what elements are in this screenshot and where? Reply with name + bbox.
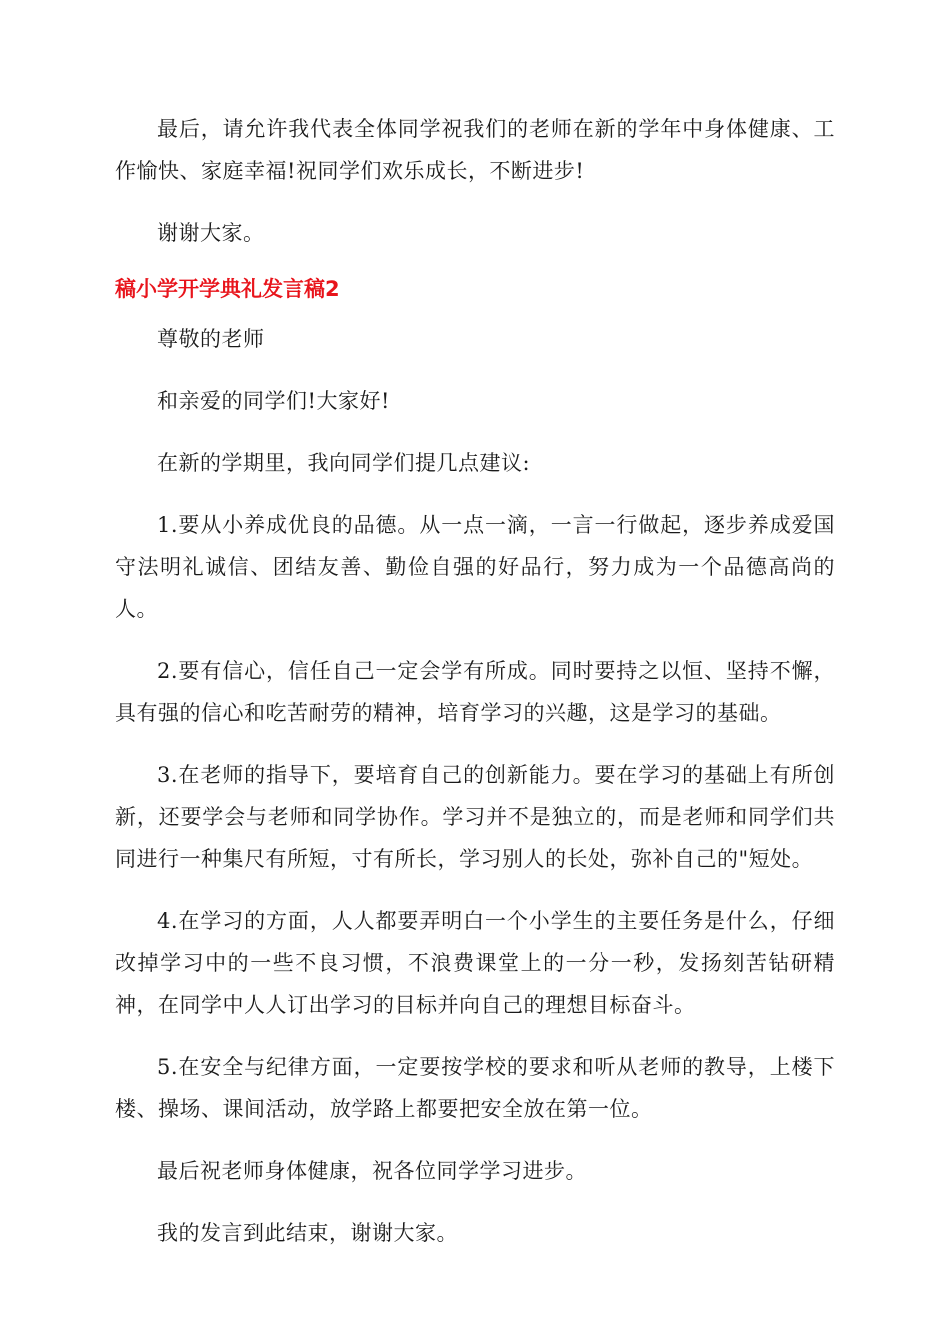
lead-in-paragraph: 在新的学期里，我向同学们提几点建议:	[157, 451, 531, 475]
salutation-teachers: 尊敬的老师	[157, 327, 265, 351]
document-body	[115, 108, 835, 1254]
closing-thanks: 我的发言到此结束，谢谢大家。	[157, 1221, 458, 1245]
section-title: 稿小学开学典礼发言稿2	[115, 277, 340, 301]
suggestion-5: 5.在安全与纪律方面，一定要按学校的要求和听从老师的教导，上楼下楼、操场、课间活动，放学路上都要把安全放在第一位。	[115, 1055, 835, 1121]
suggestion-1: 1.要从小养成优良的品德。从一点一滴，一言一行做起，逐步养成爱国守法明礼诚信、团结友善、勤俭自强的好品行，努力成为一个品德高尚的人。	[115, 513, 835, 621]
suggestion-2: 2.要有信心，信任自己一定会学有所成。同时要持之以恒、坚持不懈，具有强的信心和吃苦耐劳的精神，培育学习的兴趣，这是学习的基础。	[115, 659, 835, 725]
suggestion-3: 3.在老师的指导下，要培育自己的创新能力。要在学习的基础上有所创新，还要学会与老师和同学协作。学习并不是独立的，而是老师和同学们共同进行一种集尺有所短，寸有所长，学习别人的长处，弥补自己的"短处。	[115, 763, 835, 871]
closing-wishes: 最后祝老师身体健康，祝各位同学学习进步。	[157, 1159, 587, 1183]
salutation-students: 和亲爱的同学们!大家好!	[157, 389, 390, 413]
intro-thanks: 谢谢大家。	[157, 221, 265, 245]
intro-paragraph: 最后，请允许我代表全体同学祝我们的老师在新的学年中身体健康、工作愉快、家庭幸福!祝同学们欢乐成长，不断进步!	[115, 117, 835, 183]
suggestion-4: 4.在学习的方面，人人都要弄明白一个小学生的主要任务是什么，仔细改掉学习中的一些不良习惯，不浪费课堂上的一分一秒，发扬刻苦钻研精神，在同学中人人订出学习的目标并向自己的理想目标奋斗。	[115, 909, 835, 1017]
